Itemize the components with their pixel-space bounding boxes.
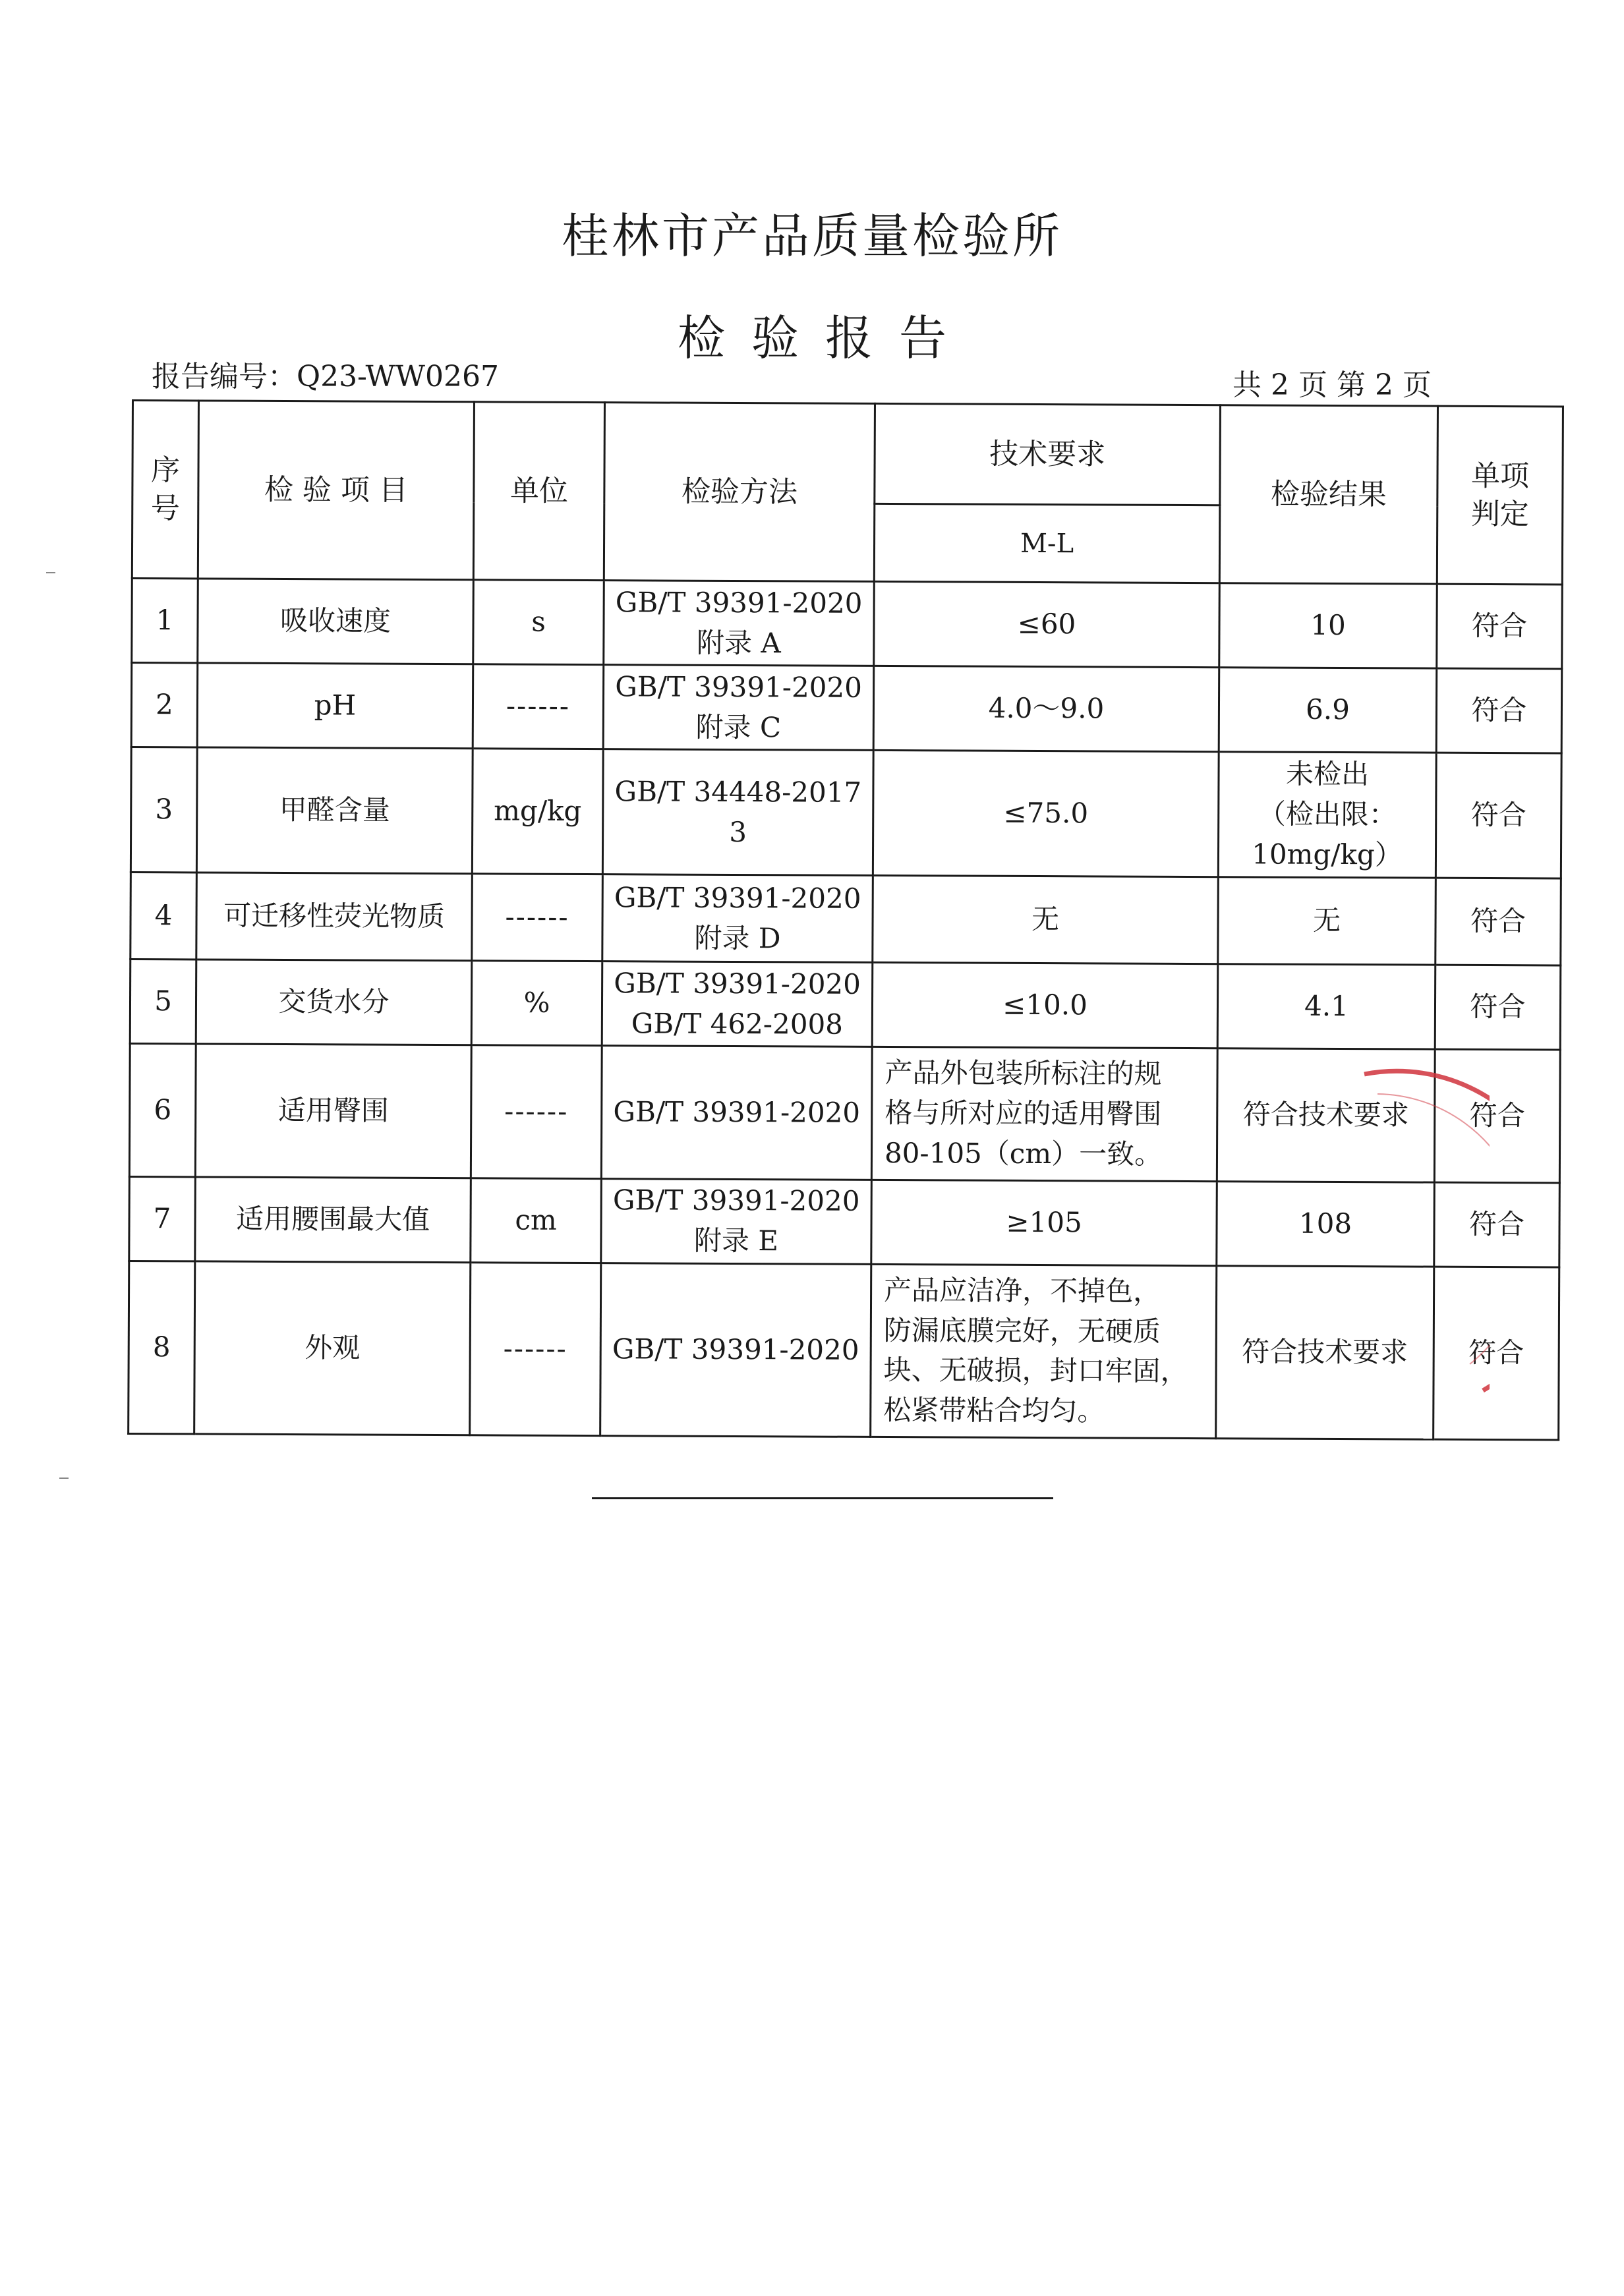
row-method-line: GB/T 39391-2020 (612, 1184, 860, 1218)
row-unit: ------ (473, 664, 604, 749)
row-item: pH (197, 663, 473, 749)
row-result (1217, 1048, 1435, 1182)
row-result-line: （检出限： (1258, 797, 1397, 831)
row-item: 交货水分 (196, 960, 472, 1045)
row-requirement-line: ≥105 (1006, 1205, 1082, 1239)
row-unit: ------ (472, 874, 603, 961)
row-requirement-line: 格与所对应的适用臀围 (884, 1096, 1162, 1130)
row-seq: 6 (129, 1043, 196, 1176)
row-item: 适用臀围 (195, 1044, 471, 1178)
report-title: 检验报告 (677, 310, 973, 366)
end-of-report-line (592, 1497, 1053, 1499)
row-result-line: 108 (1298, 1207, 1352, 1240)
table-row (129, 1176, 1560, 1267)
inspection-table (127, 399, 1564, 1441)
row-result (1219, 583, 1437, 668)
table-row (132, 579, 1563, 669)
row-requirement-line: 产品外包装所标注的规 (884, 1056, 1162, 1090)
row-requirement (873, 875, 1219, 963)
header-seq: 序号 (132, 401, 198, 579)
row-item: 甲醛含量 (196, 747, 473, 874)
row-requirement-line: 产品应洁净，不掉色， (884, 1273, 1161, 1307)
report-number: 报告编号：Q23-WW0267 (152, 360, 499, 393)
row-item: 可迁移性荧光物质 (196, 873, 473, 961)
header-result: 检验结果 (1219, 405, 1437, 584)
row-result (1216, 1265, 1434, 1439)
row-requirement-line: 防漏底膜完好，无硬质 (883, 1313, 1161, 1348)
row-result-line: 无 (1312, 904, 1341, 937)
row-seq: 4 (130, 872, 197, 959)
header-requirement: 技术要求 (875, 403, 1221, 505)
row-result-line: 10 (1310, 608, 1346, 642)
row-method-line: GB/T 39391-2020 (612, 1333, 859, 1366)
row-result-line: 6.9 (1305, 693, 1350, 726)
row-requirement-line: 块、无破损，封口牢固， (883, 1354, 1188, 1388)
header-method: 检验方法 (604, 403, 875, 582)
row-judgement: 符合 (1434, 1267, 1559, 1440)
row-method (602, 961, 873, 1047)
row-result (1217, 1181, 1435, 1266)
header-unit: 单位 (473, 402, 604, 581)
row-requirement (871, 1264, 1217, 1439)
row-method-line: 附录 C (695, 710, 782, 743)
row-item: 适用腰围最大值 (195, 1177, 471, 1263)
row-method (602, 875, 873, 963)
row-method-line: GB/T 39391-2020 (615, 670, 863, 704)
row-requirement-line: 80-105（cm）一致。 (884, 1136, 1163, 1170)
row-method-line: 附录 A (696, 626, 781, 659)
row-result-line: 未检出 (1285, 757, 1370, 791)
page-info: 共 2 页 第 2 页 (1232, 368, 1432, 402)
row-result-line: 符合技术要求 (1242, 1098, 1409, 1132)
row-method (601, 1178, 872, 1264)
row-method-line: GB/T 462-2008 (631, 1006, 844, 1041)
row-method-line: GB/T 39391-2020 (615, 585, 863, 619)
row-item: 外观 (194, 1261, 471, 1435)
scan-mark (46, 572, 55, 573)
row-method (602, 749, 873, 876)
row-requirement-line: 松紧带粘合均匀。 (883, 1394, 1105, 1427)
row-requirement (873, 750, 1219, 876)
row-unit: ------ (470, 1262, 601, 1435)
row-requirement (871, 1047, 1217, 1181)
row-judgement: 符合 (1436, 668, 1562, 753)
row-requirement (872, 962, 1218, 1048)
row-method-line: 3 (729, 815, 747, 848)
row-seq: 8 (129, 1261, 195, 1434)
inspection-table-wrapper (127, 399, 1562, 1441)
row-requirement (871, 1180, 1217, 1265)
row-result (1218, 752, 1436, 878)
row-requirement (874, 581, 1220, 667)
row-item: 吸收速度 (198, 579, 474, 664)
row-judgement: 符合 (1436, 753, 1561, 878)
row-requirement-line: 4.0～9.0 (988, 691, 1105, 725)
header-judgement: 单项判定 (1437, 406, 1563, 585)
org-title: 桂林市产品质量检验所 (561, 208, 1062, 264)
row-unit: s (473, 580, 604, 665)
row-judgement: 符合 (1434, 1182, 1560, 1267)
table-header-row (132, 401, 1563, 507)
row-method-line: GB/T 34448-2017 (614, 774, 862, 809)
header-requirement-sub: M-L (874, 503, 1220, 583)
header-item: 检 验 项 目 (198, 401, 474, 580)
row-seq: 7 (129, 1176, 196, 1261)
row-method (603, 665, 874, 751)
row-result-line: 10mg/kg） (1252, 838, 1403, 871)
row-seq: 3 (130, 747, 197, 873)
row-judgement: 符合 (1436, 878, 1561, 965)
table-row (129, 1043, 1560, 1182)
row-requirement-line: ≤60 (1017, 607, 1076, 641)
scan-mark (59, 1478, 69, 1479)
table-row (129, 1261, 1559, 1440)
table-row (130, 872, 1561, 965)
row-requirement (873, 666, 1219, 751)
row-method (601, 1046, 872, 1180)
row-result-line: 4.1 (1304, 989, 1348, 1023)
table-row (130, 959, 1561, 1049)
row-unit: cm (471, 1178, 602, 1263)
row-result (1217, 964, 1436, 1049)
row-seq: 5 (130, 959, 196, 1043)
row-method-line: GB/T 39391-2020 (614, 966, 861, 1000)
row-judgement: 符合 (1434, 1049, 1560, 1182)
row-method (600, 1263, 871, 1437)
row-method-line: GB/T 39391-2020 (614, 880, 861, 915)
row-seq: 1 (132, 579, 198, 663)
table-row (131, 663, 1562, 753)
row-method-line: 附录 E (693, 1224, 779, 1257)
row-result-line: 符合技术要求 (1242, 1335, 1408, 1369)
row-requirement-line: 无 (1031, 903, 1060, 936)
row-requirement-line: ≤10.0 (1002, 988, 1088, 1021)
row-judgement: 符合 (1435, 965, 1561, 1050)
row-judgement: 符合 (1437, 584, 1563, 669)
row-unit: ------ (471, 1045, 602, 1179)
row-method (604, 581, 875, 666)
table-row (130, 747, 1561, 878)
row-requirement-line: ≤75.0 (1003, 796, 1089, 830)
row-unit: mg/kg (472, 749, 603, 875)
row-seq: 2 (131, 663, 198, 747)
row-method-line: GB/T 39391-2020 (613, 1095, 861, 1129)
row-method-line: 附录 D (694, 921, 781, 954)
row-unit: % (471, 961, 602, 1046)
row-result (1219, 668, 1437, 753)
row-result (1218, 877, 1436, 965)
